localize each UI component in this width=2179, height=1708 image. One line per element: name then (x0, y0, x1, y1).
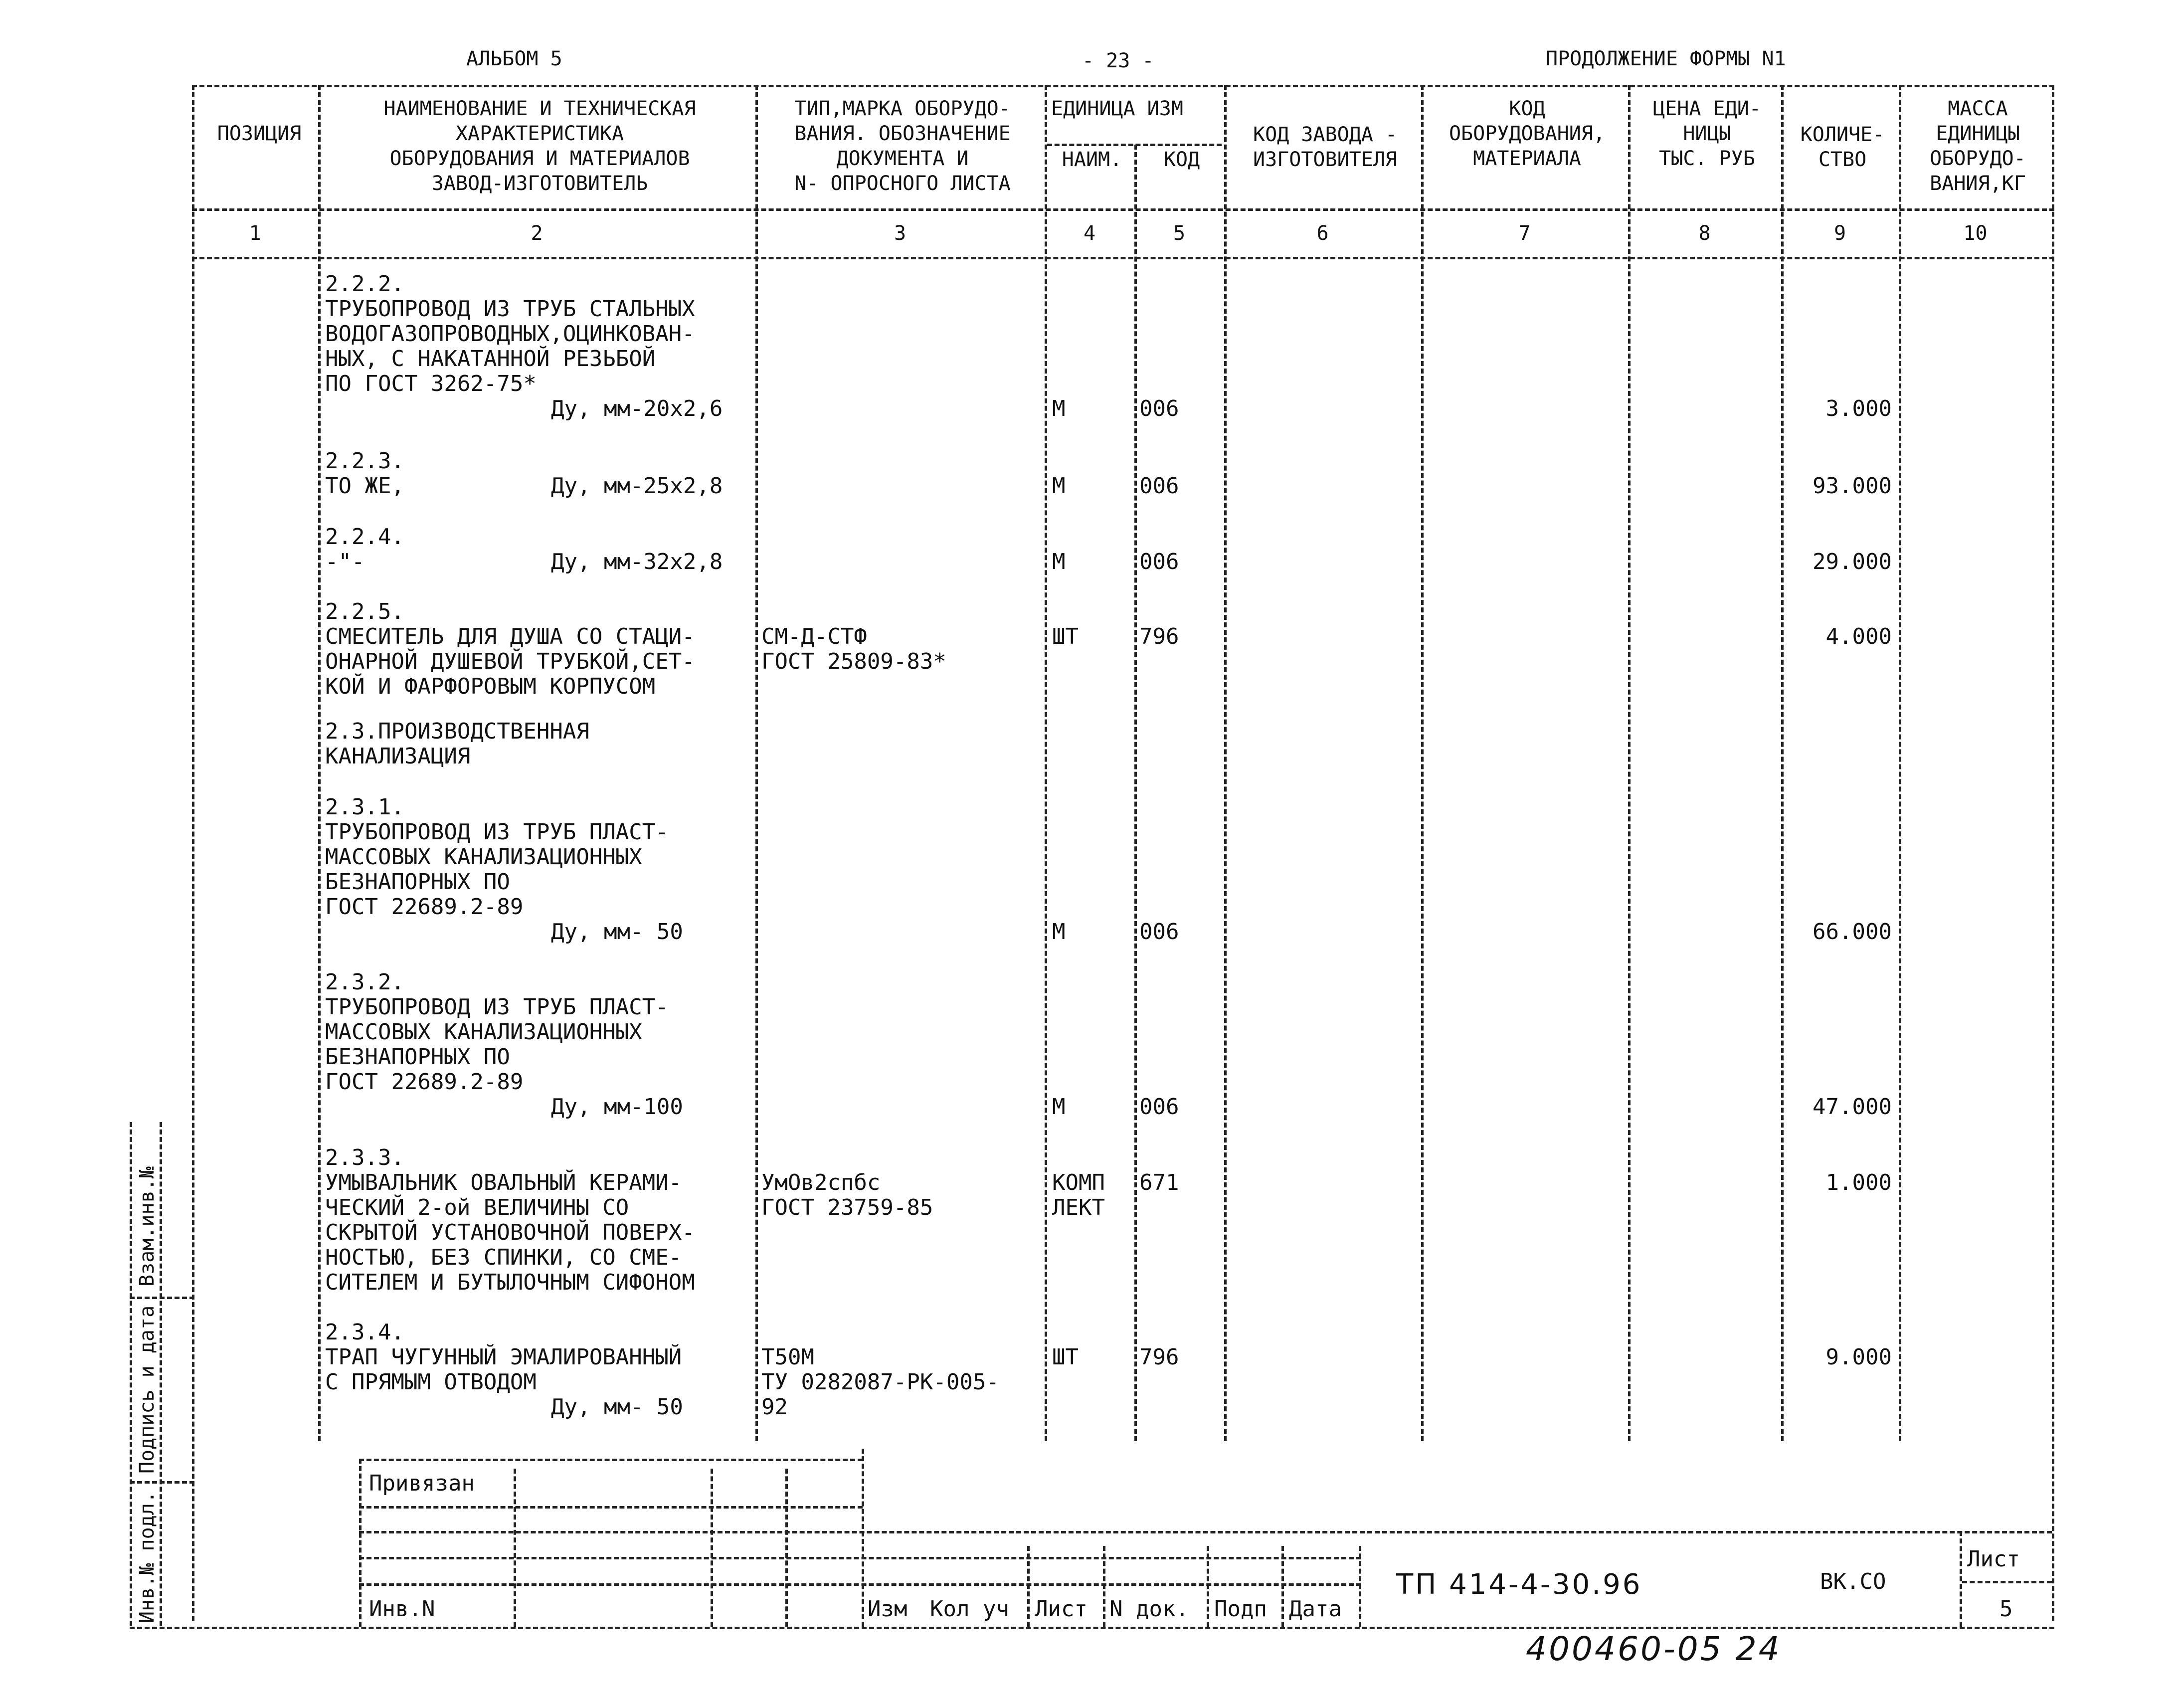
row-position-code: 2.3.1. (325, 794, 404, 820)
column-header-3-line: ДОКУМЕНТА И (836, 147, 969, 170)
row-name-line: ОНАРНОЙ ДУШЕВОЙ ТРУБКОЙ,СЕТ- (325, 649, 695, 674)
tb-v10 (1359, 1546, 1361, 1627)
row-quantity: 66.000 (1813, 919, 1892, 945)
col-line-1 (318, 85, 321, 1441)
row-position-code: 2.3.3. (325, 1145, 404, 1170)
tb-col-podp: Подп (1214, 1596, 1267, 1622)
section-code: ВК.СО (1820, 1569, 1886, 1594)
row-position-code: 2.2.2. (325, 271, 404, 297)
column-number-2: 2 (531, 222, 543, 245)
tb-v5 (862, 1449, 864, 1627)
row-name-line: ТРУБОПРОВОД ИЗ ТРУБ СТАЛЬНЫХ (325, 296, 695, 322)
tb-v7 (1103, 1546, 1105, 1627)
row-unit-code: 796 (1139, 1344, 1179, 1370)
row-unit-code: 671 (1139, 1170, 1179, 1195)
row-unit: ЛЕКТ (1052, 1195, 1105, 1220)
column-number-7: 7 (1518, 222, 1531, 245)
tb-v3 (711, 1469, 713, 1627)
page-number: - 23 - (1082, 49, 1154, 72)
column-header-9-line: КОЛИЧЕ- (1800, 123, 1885, 146)
column-number-1: 1 (249, 222, 261, 245)
row-unit-code: 006 (1139, 396, 1179, 421)
row-size: Ду, мм-20х2,6 (551, 396, 723, 421)
column-header-9-line: СТВО (1818, 148, 1867, 171)
column-header-7-line: МАТЕРИАЛА (1473, 147, 1581, 170)
row-unit: М (1052, 549, 1066, 574)
row-type-line: СМ-Д-СТФ (761, 624, 867, 649)
column-header-8-line: ТЫС. РУБ (1659, 147, 1755, 170)
row-unit: КОМП (1052, 1170, 1105, 1195)
col-line-5 (1224, 85, 1227, 1441)
row-name-line: БЕЗНАПОРНЫХ ПО (325, 1044, 510, 1070)
row-name-line: УМЫВАЛЬНИК ОВАЛЬНЫЙ КЕРАМИ- (325, 1170, 682, 1195)
row-quantity: 29.000 (1813, 549, 1892, 574)
row-size: Ду, мм- 50 (551, 1394, 683, 1420)
row-unit-code: 796 (1139, 624, 1179, 649)
row-name-line: МАССОВЫХ КАНАЛИЗАЦИОННЫХ (325, 844, 642, 870)
column-number-5: 5 (1173, 222, 1186, 245)
row-name-line: ВОДОГАЗОПРОВОДНЫХ,ОЦИНКОВАН- (325, 321, 695, 347)
tb-v6 (1027, 1546, 1030, 1627)
row-position-code: 2.2.5. (325, 599, 404, 624)
sheet-number: 5 (1999, 1596, 2013, 1622)
column-header-7-line: ОБОРУДОВАНИЯ, (1449, 122, 1606, 145)
tb-inv: Инв.N (369, 1596, 435, 1622)
side-line-b (160, 1122, 162, 1626)
row-quantity: 47.000 (1813, 1094, 1892, 1120)
row-position-code: 2.2.4. (325, 524, 404, 550)
column-header-3-line: ТИП,МАРКА ОБОРУДО- (794, 97, 1011, 120)
side-sep-a (130, 1297, 194, 1299)
document-designation: ТП 414-4-30.96 (1396, 1568, 1642, 1601)
row-size: Ду, мм- 50 (551, 919, 683, 945)
row-size: Ду, мм-32х2,8 (551, 549, 723, 574)
column-number-4: 4 (1083, 222, 1096, 245)
row-type-line: ТУ 0282087-РК-005- (761, 1369, 999, 1395)
col-line-8 (1781, 85, 1784, 1441)
row-name-line: НЫХ, С НАКАТАННОЙ РЕЗЬБОЙ (325, 346, 656, 372)
column-header-1-line: ПОЗИЦИЯ (217, 122, 302, 145)
row-name-line: С ПРЯМЫМ ОТВОДОМ (325, 1369, 537, 1395)
tb-v1 (359, 1459, 362, 1627)
column-header-2-line: ОБОРУДОВАНИЯ И МАТЕРИАЛОВ (389, 147, 690, 170)
row-quantity: 1.000 (1825, 1170, 1892, 1195)
row-name-line: ТРАП ЧУГУННЫЙ ЭМАЛИРОВАННЫЙ (325, 1344, 682, 1370)
column-header-10-line: МАССА (1948, 97, 2008, 120)
tb-col-kol-uch: Кол уч (930, 1596, 1009, 1622)
row-name-line: БЕЗНАПОРНЫХ ПО (325, 869, 510, 895)
col-line-7 (1628, 85, 1631, 1441)
tb-privyazan: Привязан (369, 1471, 475, 1496)
tb-bottom (130, 1627, 2054, 1629)
col-line-9 (1899, 85, 1901, 1441)
row-name-line: НОСТЬЮ, БЕЗ СПИНКИ, СО СМЕ- (325, 1245, 682, 1270)
tb-r4 (359, 1583, 1361, 1586)
column-header-2-line: НАИМЕНОВАНИЕ И ТЕХНИЧЕСКАЯ (383, 97, 696, 120)
row-type-line: УмОв2спбс (761, 1170, 881, 1195)
column-header-10-line: ОБОРУДО- (1930, 147, 2026, 170)
row-unit: М (1052, 473, 1066, 499)
row-type-line: ГОСТ 23759-85 (761, 1195, 933, 1220)
tb-col-n-dok: N док. (1109, 1596, 1189, 1622)
row-name-line: ГОСТ 22689.2-89 (325, 1069, 524, 1095)
side-label-inv-podl: Инв.№ подл. (136, 1491, 159, 1623)
row-position-code: 2.2.3. (325, 448, 404, 474)
row-type-line: ГОСТ 25809-83* (761, 649, 946, 674)
column-header-3-line: N- ОПРОСНОГО ЛИСТА (794, 172, 1011, 195)
tb-v11 (1960, 1531, 1962, 1627)
row-type-line: Т50М (761, 1344, 814, 1370)
row-unit: М (1052, 919, 1066, 945)
column-number-10: 10 (1963, 222, 1988, 245)
col-line-10 (2052, 85, 2054, 1621)
column-header-6-line: ИЗГОТОВИТЕЛЯ (1253, 148, 1397, 171)
row-unit: М (1052, 396, 1066, 421)
col-line-2 (755, 85, 758, 1441)
column-header-8-line: ЦЕНА ЕДИ- (1653, 97, 1761, 120)
row-name-line: КОЙ И ФАРФОРОВЫМ КОРПУСОМ (325, 674, 656, 699)
column-number-8: 8 (1698, 222, 1711, 245)
tb-col-izm: Изм (868, 1596, 908, 1622)
row-name-line: ЧЕСКИЙ 2-ой ВЕЛИЧИНЫ СО (325, 1195, 629, 1220)
column-number-6: 6 (1316, 222, 1329, 245)
rule-colnum-bottom (192, 257, 2054, 259)
tb-v2 (514, 1469, 516, 1627)
tb-top (359, 1459, 863, 1461)
row-unit-code: 006 (1139, 919, 1179, 945)
continuation-label: ПРОДОЛЖЕНИЕ ФОРМЫ N1 (1546, 47, 1786, 70)
row-position-code: 2.3.4. (325, 1320, 404, 1345)
row-name-line: МАССОВЫХ КАНАЛИЗАЦИОННЫХ (325, 1019, 642, 1045)
column-header-6-line: КОД ЗАВОДА - (1253, 123, 1397, 146)
tb-sheet-split (1962, 1581, 2052, 1583)
column-header-10-line: ЕДИНИЦЫ (1936, 122, 2020, 145)
row-name-line: СИТЕЛЕМ И БУТЫЛОЧНЫМ СИФОНОМ (325, 1270, 695, 1295)
row-name-line: ГОСТ 22689.2-89 (325, 894, 524, 920)
side-line-a (130, 1122, 132, 1626)
row-unit-code: 006 (1139, 1094, 1179, 1120)
row-quantity: 3.000 (1825, 396, 1892, 421)
row-name-line: ТРУБОПРОВОД ИЗ ТРУБ ПЛАСТ- (325, 994, 669, 1020)
rule-top (192, 85, 2054, 87)
row-unit: ШТ (1052, 624, 1079, 649)
side-sep-b (130, 1481, 194, 1484)
row-unit-code: 006 (1139, 473, 1179, 499)
rule-header-bottom (192, 208, 2054, 211)
tb-v8 (1207, 1546, 1209, 1627)
column-header-4-line: НАИМ. (1062, 148, 1122, 171)
tb-v9 (1281, 1546, 1284, 1627)
row-quantity: 93.000 (1813, 473, 1892, 499)
tb-col-list: Лист (1035, 1596, 1088, 1622)
row-name-line: ТРУБОПРОВОД ИЗ ТРУБ ПЛАСТ- (325, 819, 669, 845)
col-line-0 (192, 85, 194, 1621)
column-header-7-line: КОД (1509, 97, 1545, 120)
tb-r2 (359, 1531, 2052, 1533)
row-name-line: ПО ГОСТ 3262-75* (325, 371, 537, 396)
unit-group-header: ЕДИНИЦА ИЗМ (1051, 97, 1183, 120)
row-name-line: КАНАЛИЗАЦИЯ (325, 744, 471, 769)
row-unit: ШТ (1052, 1344, 1079, 1370)
row-name-line: -"- (325, 549, 365, 574)
tb-v4 (785, 1469, 788, 1627)
row-name-line: ТО ЖЕ, (325, 473, 404, 499)
side-label-vzam-inv: Взам.инв.№ (136, 1166, 159, 1287)
tb-r3 (359, 1557, 1361, 1559)
column-header-8-line: НИЦЫ (1683, 122, 1731, 145)
column-number-3: 3 (894, 222, 907, 245)
row-position-code: 2.3.2. (325, 969, 404, 995)
album-label: АЛЬБОМ 5 (466, 47, 562, 70)
column-header-2-line: ХАРАКТЕРИСТИКА (455, 122, 624, 145)
row-unit: М (1052, 1094, 1066, 1120)
col-line-3 (1045, 85, 1047, 1441)
col-line-6 (1421, 85, 1424, 1441)
column-header-5-line: КОД (1163, 148, 1200, 171)
row-size: Ду, мм-25х2,8 (551, 473, 723, 499)
tb-col-data: Дата (1289, 1596, 1342, 1622)
row-type-line: 92 (761, 1394, 788, 1420)
sheet-label: Лист (1967, 1546, 2020, 1572)
row-name-line: СКРЫТОЙ УСТАНОВОЧНОЙ ПОВЕРХ- (325, 1220, 695, 1245)
row-unit-code: 006 (1139, 549, 1179, 574)
col-line-4 (1134, 145, 1137, 1441)
column-header-3-line: ВАНИЯ. ОБОЗНАЧЕНИЕ (794, 122, 1011, 145)
column-header-10-line: ВАНИЯ,КГ (1930, 172, 2026, 195)
row-quantity: 4.000 (1825, 624, 1892, 649)
row-name-line: СМЕСИТЕЛЬ ДЛЯ ДУША СО СТАЦИ- (325, 624, 695, 649)
side-label-signature-date: Подпись и дата (136, 1305, 159, 1474)
column-number-9: 9 (1833, 222, 1846, 245)
row-size: Ду, мм-100 (551, 1094, 683, 1120)
row-name-line: 2.3.ПРОИЗВОДСТВЕННАЯ (325, 719, 589, 744)
column-header-2-line: ЗАВОД-ИЗГОТОВИТЕЛЬ (431, 172, 648, 195)
handwritten-archive-number: 400460-05 24 (1526, 1630, 1782, 1668)
row-quantity: 9.000 (1825, 1344, 1892, 1370)
